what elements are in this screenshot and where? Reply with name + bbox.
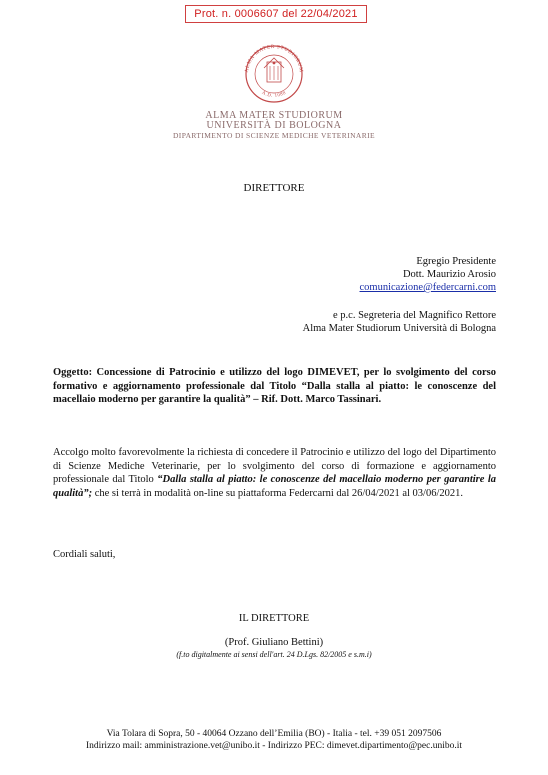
- cc-line-2: Alma Mater Studiorum Università di Bologna: [302, 323, 496, 334]
- body-text-after: che si terrà in modalità on-line su piattaforma Federcarni dal 26/04/2021 al 03/06/2021.: [92, 487, 463, 499]
- signature-note: (f.to digitalmente ai sensi dell'art. 24 D.Lgs. 82/2005 e s.m.i): [176, 650, 372, 659]
- seal-text-bottom: A.D. 1088: [260, 90, 288, 99]
- svg-text:A.D. 1088: [261, 91, 287, 99]
- department-name: DIPARTIMENTO DI SCIENZE MEDICHE VETERINARIE: [172, 131, 376, 140]
- signature-name: (Prof. Giuliano Bettini): [224, 637, 324, 648]
- signature-role: IL DIRETTORE: [238, 613, 310, 624]
- seal-text-top: ALMA MATER STUDIORUM: [243, 44, 305, 73]
- recipient-email-link[interactable]: comunicazione@federcarni.com: [359, 282, 496, 293]
- document-heading: DIRETTORE: [243, 182, 305, 194]
- body-paragraph: [53, 446, 496, 500]
- body-text-before: Accolgo molto favorevolmente la richiesta di concedere il Patrocinio e utilizzo del logo del Dipartimento di Scienze Mediche Veterinarie, per lo svolgimento del corso di formazione e aggiornamento professionale dal Titolo: [53, 447, 496, 485]
- institution-university: UNIVERSITÀ DI BOLOGNA: [206, 120, 342, 131]
- cc-line-1: e p.c. Segreteria del Magnifico Rettore: [333, 310, 496, 321]
- course-title: “Dalla stalla al piatto: le conoscenze del macellaio moderno per garantire la qualità”;: [53, 474, 497, 499]
- footer-address: Via Tolara di Sopra, 50 - 40064 Ozzano dell’Emilia (BO) - Italia - tel. +39 051 2097506: [106, 729, 442, 739]
- recipient-greeting: Egregio Presidente: [416, 256, 496, 267]
- protocol-stamp: Prot. n. 0006607 del 22/04/2021: [185, 5, 367, 23]
- closing-salutation: Cordiali saluti,: [53, 549, 116, 560]
- recipient-name: Dott. Maurizio Arosio: [402, 269, 496, 280]
- footer-contacts: Indirizzo mail: amministrazione.vet@unibo.it - Indirizzo PEC: dimevet.dipartimento@pec.unibo.it: [85, 741, 463, 751]
- university-seal-logo: [234, 44, 314, 104]
- cc-block: [303, 309, 496, 335]
- recipient-block: [360, 255, 496, 294]
- subject-paragraph: Oggetto: Concessione di Patrocinio e utilizzo del logo DIMEVET, per lo svolgimento del corso formativo e aggiornamento professionale dal Titolo “Dalla stalla al piatto: le conoscenze del macellaio moderno per garantire la qualità” – Rif. Dott. Marco Tassinari.: [53, 367, 496, 405]
- institution-name: ALMA MATER STUDIORUM: [205, 110, 343, 121]
